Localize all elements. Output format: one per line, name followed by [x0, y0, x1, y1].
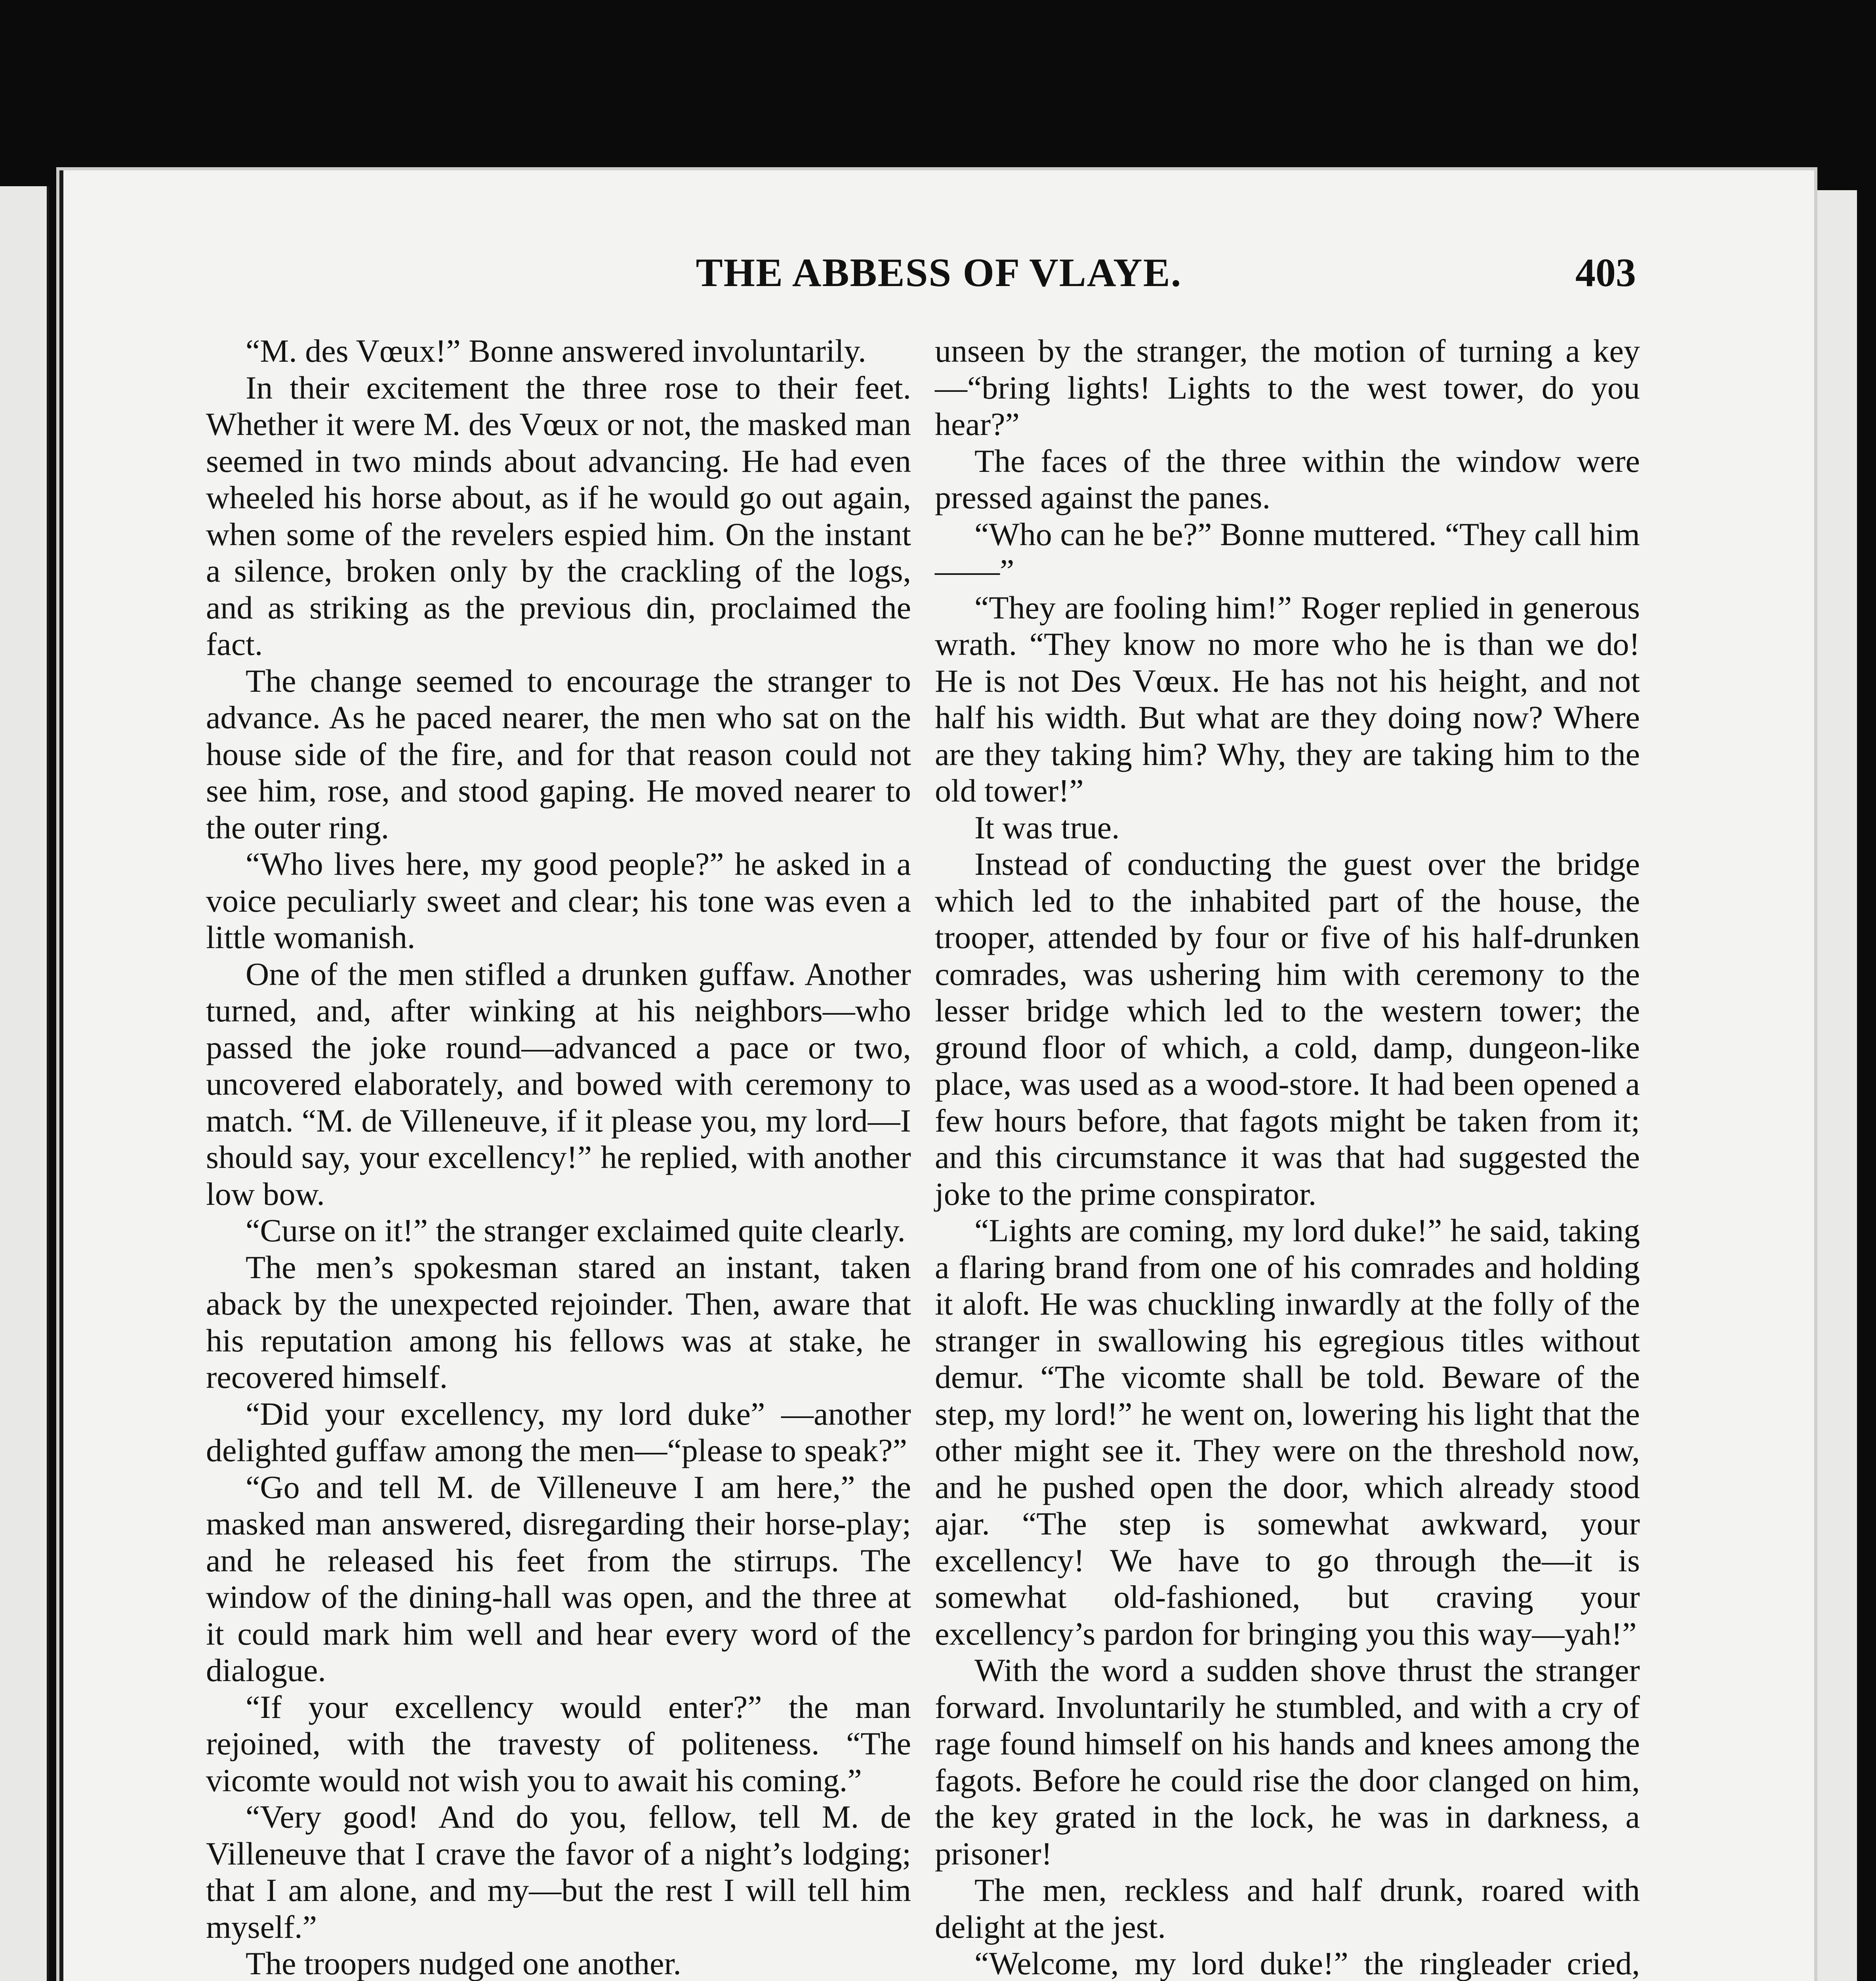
page-right-margin — [1810, 190, 1857, 1981]
text-column-left — [206, 333, 911, 1981]
paragraph: The men, reckless and half drunk, roared with delight at the jest. — [935, 1872, 1640, 1945]
paragraph: “Welcome, my lord duke!” the ringleader cried, — [974, 1945, 1640, 1981]
book-page — [59, 170, 1814, 1981]
paragraph: The troopers nudged one another. — [246, 1945, 681, 1981]
paragraph: With the word a sudden shove thrust the stranger forward. Involuntarily he stumbled, and with a cry of rage found himself on his hands and knees among the fagots. Before he could rise the door clanged on him, the key grated in the lock, he was in darkness, a prisoner! — [935, 1652, 1640, 1872]
paragraph: In their excitement the three rose to their feet. Whether it were M. des Vœux or not, the masked man seemed in two minds about advancing. He had even wheeled his horse about, as if he would go out again, when some of the revelers espied him. On the instant a silence, broken only by the crackling of the logs, and as striking as the previous din, proclaimed the fact. — [206, 369, 911, 662]
paragraph: “Lights are coming, my lord duke!” he said, taking a flaring brand from one of his comrades and holding it aloft. He was chuckling inwardly at the folly of the stranger in swallowing his egregious titles without demur. “The vicomte shall be told. Beware of the step, my lord!” he went on, lowering his light that the other might see it. They were on the threshold now, and he pushed open the door, which already stood ajar. “The step is somewhat awkward, your excellency! We have to go through the—it is somewhat old-fashioned, but craving your excellency’s pardon for bringing you this way—yah!” — [935, 1212, 1640, 1652]
paragraph: The change seemed to encourage the stranger to advance. As he paced nearer, the men who sat on the house side of the fire, and for that reason could not see him, rose, and stood gaping. He moved nearer to the outer ring. — [206, 662, 911, 845]
adjacent-page-edge — [0, 186, 49, 1981]
paragraph: “Who lives here, my good people?” he asked in a voice peculiarly sweet and clear; his tone was even a little womanish. — [206, 846, 911, 955]
paragraph: It was true. — [974, 809, 1120, 845]
paragraph: unseen by the stranger, the motion of turning a key—“bring lights! Lights to the west tower, do you hear?” — [935, 333, 1640, 442]
paragraph: “If your excellency would enter?” the man rejoined, with the travesty of politeness. “The vicomte would not wish you to await his coming.” — [206, 1689, 911, 1798]
running-title: THE ABBESS OF VLAYE. — [696, 250, 1182, 295]
paragraph: “M. des Vœux!” Bonne answered involuntarily. — [246, 333, 866, 369]
paragraph: One of the men stifled a drunken guffaw. Another turned, and, after winking at his neighbors—who passed the joke round—advanced a pace or two, uncovered elaborately, and bowed with ceremony to match. “M. de Villeneuve, if it please you, my lord—I should say, your excellency!” he replied, with another low bow. — [206, 956, 911, 1212]
paragraph: The faces of the three within the window were pressed against the panes. — [935, 443, 1640, 515]
paragraph: “Who can he be?” Bonne muttered. “They call him——” — [935, 516, 1640, 589]
paragraph: “Curse on it!” the stranger exclaimed quite clearly. — [246, 1212, 906, 1248]
text-column-right — [935, 333, 1640, 1981]
paragraph: “They are fooling him!” Roger replied in generous wrath. “They know no more who he is than we do! He is not Des Vœux. He has not his height, and not half his width. But what are they doing now? Where are they taking him? Why, they are taking him to the old tower!” — [935, 589, 1640, 809]
page-header — [63, 250, 1814, 305]
paragraph: “Very good! And do you, fellow, tell M. de Villeneuve that I crave the favor of a night’s lodging; that I am alone, and my—but the rest I will tell him myself.” — [206, 1799, 911, 1945]
page-number: 403 — [1575, 250, 1636, 295]
paragraph: “Did your excellency, my lord duke” —another delighted guffaw among the men—“please to speak?” — [206, 1395, 911, 1468]
paragraph: “Go and tell M. de Villeneuve I am here,” the masked man answered, disregarding their horse-play; and he released his feet from the stirrups. The window of the dining-hall was open, and the three at it could mark him well and hear every word of the dialogue. — [206, 1469, 911, 1688]
paragraph: The men’s spokesman stared an instant, taken aback by the unexpected rejoinder. Then, aware that his reputation among his fellows was at stake, he recovered himself. — [206, 1249, 911, 1395]
paragraph: Instead of conducting the guest over the bridge which led to the inhabited part of the house, the trooper, attended by four or five of his half-drunken comrades, was ushering him with ceremony to the lesser bridge which led to the western tower; the ground floor of which, a cold, damp, dungeon-like place, was used as a wood-store. It had been opened a few hours before, that fagots might be taken from it; and this circumstance it was that had suggested the joke to the prime conspirator. — [935, 846, 1640, 1212]
